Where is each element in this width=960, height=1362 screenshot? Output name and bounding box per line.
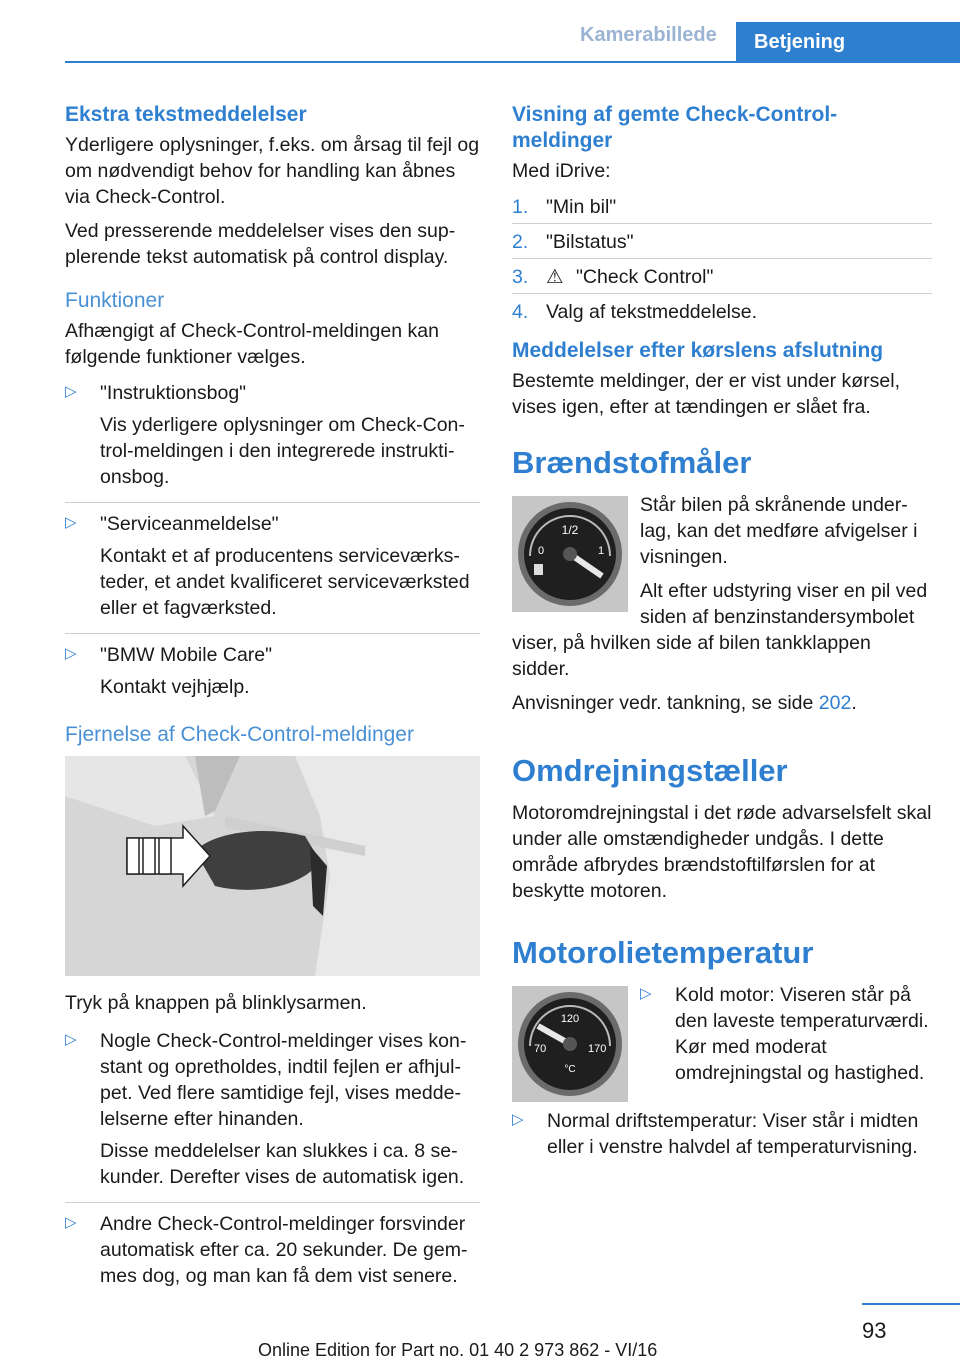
list-item-title: "Instruktionsbog" — [100, 382, 247, 404]
temp-gauge-image — [512, 986, 628, 1102]
list-item — [65, 1028, 480, 1203]
heading-omdrejning: Omdrejningstæller — [512, 753, 788, 788]
chapter-tab-active[interactable] — [736, 22, 960, 62]
step-text: "Bilstatus" — [546, 231, 634, 253]
triangle-bullet-icon: ▷ — [640, 985, 652, 1002]
step-item — [512, 297, 932, 328]
list-item-text: Kold motor: Viseren står på den laveste temperaturværdi. Kør med moderat omdrejningstal og hastighed. — [675, 984, 929, 1084]
para-ekstra-1: Yderligere oplysninger, f.eks. om årsag til fejl og om nødvendigt behov for handling kan åbnes via Check-Control. — [65, 134, 480, 208]
list-item-desc: Kontakt vejhjælp. — [100, 676, 250, 698]
step-item — [512, 262, 932, 294]
gauge-label-zero: 0 — [538, 545, 545, 557]
step-item — [512, 227, 932, 259]
heading-funktioner: Funktioner — [65, 289, 165, 312]
page-link-202[interactable]: 202 — [818, 692, 852, 714]
heading-fjernelse: Fjernelse af Check-Control-meldinger — [65, 723, 414, 746]
left-column — [65, 102, 480, 1311]
heading-braendstof: Brændstofmåler — [512, 445, 752, 480]
para-braend-3-end: . — [851, 692, 857, 714]
heading-meddelelser: Meddelelser efter kørslens afslutning — [512, 339, 884, 362]
step-text: "Check Control" — [576, 266, 714, 288]
list-item — [65, 511, 480, 634]
step-number: 1. — [512, 196, 529, 218]
para-ekstra-2: Ved presserende meddelelser vises den supplerende tekst automatisk på control display. — [65, 220, 456, 268]
step-text: "Min bil" — [546, 196, 617, 218]
gauge-label-one: 1 — [598, 545, 605, 557]
warning-triangle-icon: ⚠ — [546, 266, 564, 288]
triangle-bullet-icon: ▷ — [65, 645, 77, 662]
list-item-title: "Serviceanmeldelse" — [100, 513, 279, 535]
triangle-bullet-icon: ▷ — [65, 383, 77, 400]
list-item-text: Normal driftstemperatur: Viser står i midten eller i venstre halvdel af temperaturvisning. — [547, 1110, 919, 1158]
heading-ekstra: Ekstra tekstmeddelelser — [65, 103, 307, 126]
step-number: 2. — [512, 231, 529, 253]
right-column — [512, 102, 932, 1180]
gauge-unit: °C — [564, 1064, 576, 1075]
para-braend-3-text: Anvisninger vedr. tankning, se side — [512, 692, 819, 714]
idrive-steps — [512, 192, 932, 328]
gauge-label-120: 120 — [560, 1013, 580, 1025]
function-list — [65, 380, 480, 712]
header-rule — [65, 61, 960, 63]
gauge-label-70: 70 — [534, 1043, 547, 1055]
para-funktioner: Afhængigt af Check-Control-meldingen kan følgende funktioner vælges. — [65, 320, 439, 368]
fuel-gauge-image — [512, 496, 628, 612]
list-item — [65, 1211, 480, 1301]
list-item-desc: Vis yderligere oplysninger om Check-Control-meldingen i den integrerede instruktionsbog. — [100, 414, 465, 488]
list-item — [640, 982, 932, 1098]
list-item-title: "BMW Mobile Care" — [100, 644, 273, 666]
page-number: 93 — [862, 1318, 887, 1343]
olie-list-first — [640, 982, 932, 1106]
chapter-tab-label: Betjening — [754, 31, 846, 53]
triangle-bullet-icon: ▷ — [512, 1111, 524, 1128]
photo-caption: Tryk på knappen på blinklysarmen. — [65, 992, 367, 1014]
step-text-wrap — [546, 264, 932, 290]
list-item-desc: Kontakt et af producentens serviceværksteder, et andet kvalificeret serviceværksted eller et fagværksted. — [100, 545, 470, 619]
para-idrive: Med iDrive: — [512, 160, 611, 182]
para-omdrejning: Motoromdrejningstal i det røde advarselsfelt skal under alle omstændigheder undgås. I dette område afbrydes brændstoftilførslen for at beskytte motoren. — [512, 802, 932, 902]
heading-visning: Visning af gemte Check-Control-meldinger — [512, 103, 838, 152]
list-item-sub: Disse meddelelser kan slukkes i ca. 8 sekunder. Derefter vises de automatisk igen. — [100, 1140, 465, 1188]
footer-rule — [862, 1303, 960, 1305]
list-item — [65, 642, 480, 712]
list-item — [512, 1108, 932, 1172]
fuel-gauge-icon — [512, 496, 628, 612]
step-item — [512, 192, 932, 224]
removal-list — [65, 1028, 480, 1301]
step-number: 4. — [512, 301, 529, 323]
para-braend-3 — [512, 690, 932, 716]
para-braend-1: Står bilen på skrånende underlag, kan det medføre afvigelser i visningen. — [640, 494, 918, 568]
lever-illustration — [65, 756, 480, 976]
temperature-gauge-icon — [512, 986, 628, 1102]
triangle-bullet-icon: ▷ — [65, 514, 77, 531]
list-item-text: Andre Check-Control-meldinger forsvinder automatisk efter ca. 20 sekunder. De gemmes dog, og man kan få dem vist senere. — [100, 1213, 468, 1287]
turn-signal-lever-photo — [65, 756, 480, 976]
triangle-bullet-icon: ▷ — [65, 1214, 77, 1231]
list-item-text: Nogle Check-Control-meldinger vises konstant og opretholdes, indtil fejlen er afhjulpet. Ved flere samtidige fejl, vises meddelelserne efter hinanden. — [100, 1030, 467, 1130]
gauge-label-170: 170 — [588, 1043, 607, 1055]
step-number: 3. — [512, 266, 529, 288]
page-header — [0, 0, 960, 62]
para-braend-2: Alt efter udstyring viser en pil ved siden af benzinstandersymbolet viser, på hvilken side af bilen tankklappen sidder. — [512, 580, 928, 680]
heading-motorolie: Motorolietemperatur — [512, 935, 814, 970]
triangle-bullet-icon: ▷ — [65, 1031, 77, 1048]
list-item — [65, 380, 480, 503]
step-text: Valg af tekstmeddelelse. — [546, 301, 758, 323]
para-meddelelser: Bestemte meldinger, der er vist under kørsel, vises igen, efter at tændingen er slået fra. — [512, 370, 900, 418]
edition-footer: Online Edition for Part no. 01 40 2 973 862 - VI/16 — [258, 1340, 658, 1360]
gauge-label-half: 1/2 — [561, 523, 579, 537]
section-tab[interactable]: Kamerabillede — [580, 24, 717, 46]
